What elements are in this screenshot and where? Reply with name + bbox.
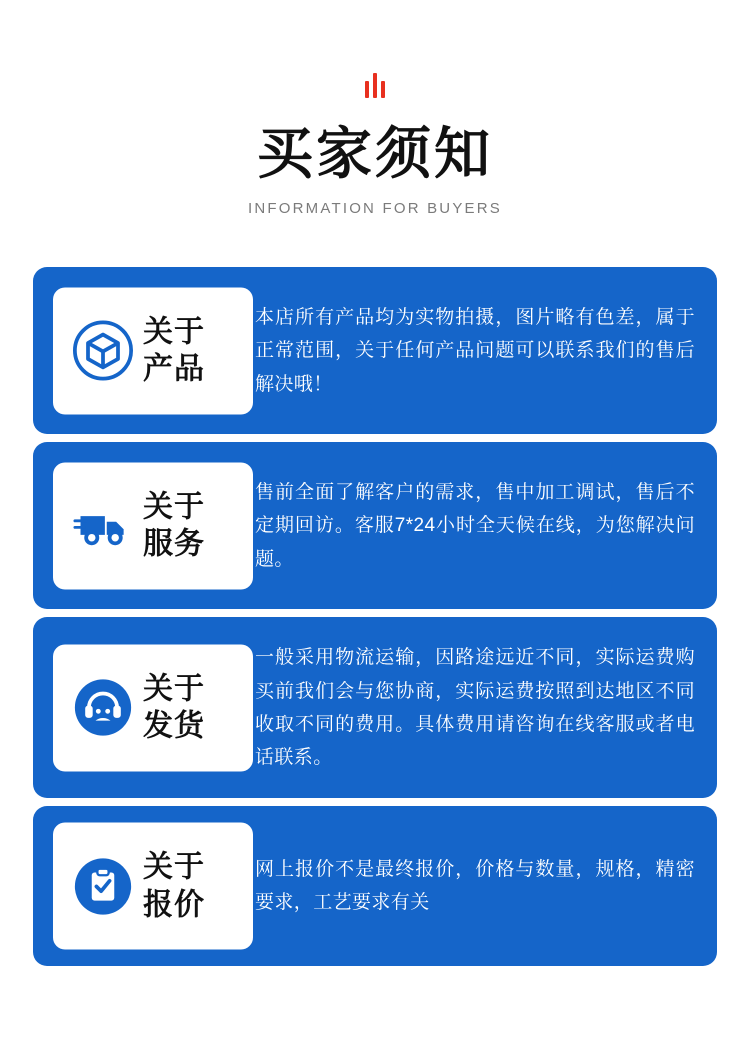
notice-card-shipping — [33, 617, 717, 798]
notice-card-badge-text — [143, 670, 205, 745]
badge-title-line1: 关于 — [143, 490, 205, 524]
page-title: 买家须知 — [257, 122, 493, 185]
notice-card-text: 网上报价不是最终报价，价格与数量，规格，精密要求，工艺要求有关 — [255, 859, 695, 914]
notice-card-text: 一般采用物流运输，因路途远近不同，实际运费购买前我们会与您协商，实际运费按照到达地区不同收取不同的费用。具体费用请咨询在线客服或者电话联系。 — [255, 647, 695, 769]
notice-card-badge — [53, 644, 253, 771]
box-package-icon — [71, 319, 135, 383]
page-subtitle: INFORMATION FOR BUYERS — [248, 200, 502, 218]
notice-card-product — [33, 267, 717, 434]
badge-title-line2: 产品 — [143, 352, 205, 386]
notice-card-list — [0, 267, 750, 966]
notice-card-badge — [53, 462, 253, 589]
notice-card-text: 售前全面了解客户的需求，售中加工调试，售后不定期回访。客服7*24小时全天候在线，为您解决问题。 — [255, 482, 695, 570]
notice-card-badge-text — [143, 313, 205, 388]
notice-card-text: 本店所有产品均为实物拍摄，图片略有色差，属于正常范围，关于任何产品问题可以联系我们的售后解决哦！ — [255, 307, 695, 395]
delivery-truck-icon — [71, 494, 135, 558]
customer-service-headset-icon — [71, 676, 135, 740]
badge-title-line2: 报价 — [143, 888, 205, 922]
notice-card-badge-text — [143, 849, 205, 924]
notice-card-badge — [53, 287, 253, 414]
notice-card-badge-text — [143, 488, 205, 563]
badge-title-line1: 关于 — [143, 315, 205, 349]
page-header — [0, 0, 750, 217]
three-bars-icon — [0, 72, 750, 98]
clipboard-check-icon — [71, 854, 135, 918]
badge-title-line2: 发货 — [143, 709, 205, 743]
notice-card-service — [33, 442, 717, 609]
badge-title-line1: 关于 — [143, 672, 205, 706]
badge-title-line2: 服务 — [143, 527, 205, 561]
notice-card-badge — [53, 823, 253, 950]
notice-card-quotation — [33, 806, 717, 966]
badge-title-line1: 关于 — [143, 850, 205, 884]
